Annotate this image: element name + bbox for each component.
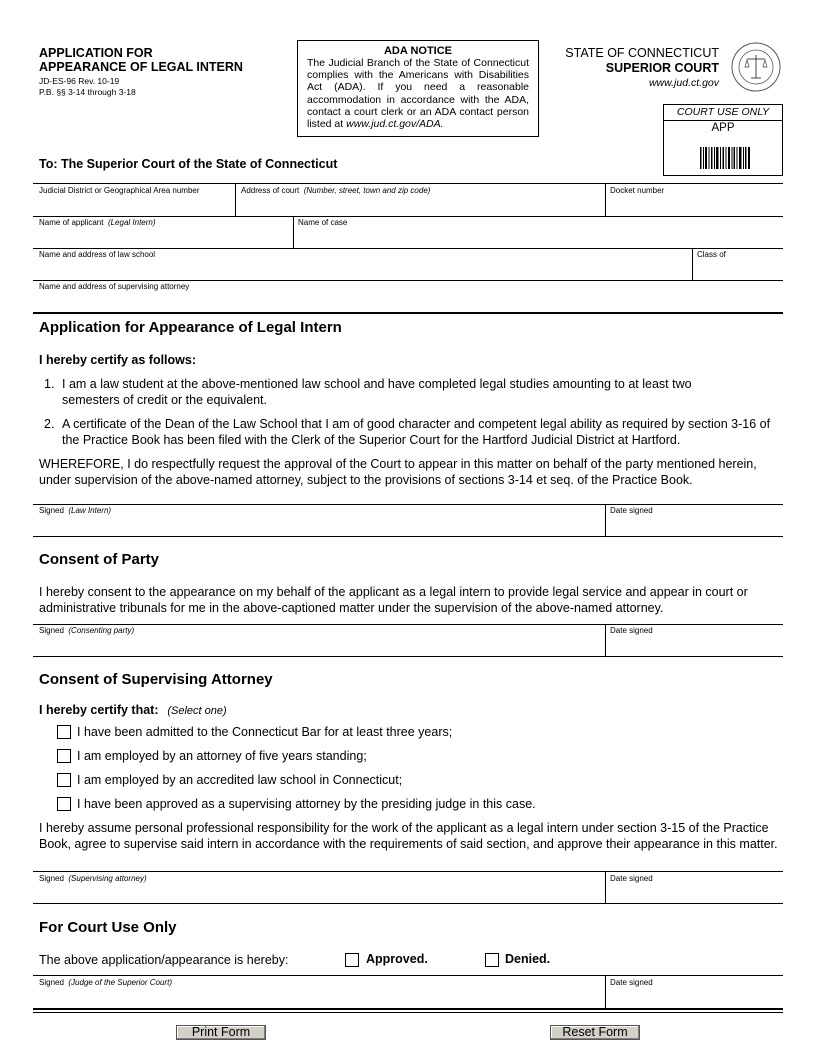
court-use-code: APP [711,122,735,134]
signed-hint: (Judge of the Superior Court) [68,978,172,987]
supervising-attorney-field[interactable]: Name and address of supervising attorney [39,282,190,291]
attorney-signature-field[interactable] [39,874,147,884]
court-header [565,46,719,91]
print-form-button[interactable]: Print Form [176,1025,266,1040]
practice-book-ref: P.B. §§ 3-14 through 3-18 [39,87,136,97]
signed-hint: (Consenting party) [68,626,135,635]
option-checkbox-judge-approved[interactable] [57,797,71,811]
divider [33,871,783,872]
party-date-field[interactable]: Date signed [610,626,653,635]
attorney-responsibility-text: I hereby assume personal professional responsibility for the work of the applicant as a legal intern under section 3-15 of the Practice Book, agree to supervise said intern in accordance with the requirements of said section, and approve their appearance in this matter. [39,821,778,851]
form-title-line1: APPLICATION FOR [39,46,153,60]
court-address-field[interactable] [241,186,430,196]
divider [33,656,783,657]
court-name: SUPERIOR COURT [605,61,719,75]
application-heading: Application for Appearance of Legal Intern [39,319,342,336]
ada-body: The Judicial Branch of the State of Connecticut complies with the Americans with Disabilities Act (ADA). If you need a reasonable accommodation in accordance with the ADA, contact a court clerk or an ADA contact person listed at [307,57,529,131]
attorney-date-field[interactable]: Date signed [610,874,653,883]
attorney-certify-line [39,701,227,719]
section-divider [33,312,783,314]
form-number: JD-ES-96 Rev. 10-19 [39,76,120,86]
consent-attorney-heading: Consent of Supervising Attorney [39,671,273,688]
state-seal-icon [731,42,781,92]
court-website: www.jud.ct.gov [648,77,719,89]
divider [235,183,236,216]
party-signature-field[interactable] [39,626,134,636]
option-label: I am employed by an accredited law school in Connecticut; [77,773,403,787]
docket-number-field[interactable]: Docket number [610,186,665,195]
form-title [39,46,243,74]
ada-text [307,57,529,130]
option-checkbox-bar-admission[interactable] [57,725,71,739]
section-divider [33,1008,783,1010]
court-only-heading: For Court Use Only [39,919,177,936]
divider [33,624,783,625]
divider [33,248,783,249]
option-checkbox-law-school[interactable] [57,773,71,787]
applicant-name-field[interactable] [39,218,156,228]
addressee-line: To: The Superior Court of the State of Connecticut [39,157,338,171]
applicant-label: Name of applicant [39,218,104,227]
signed-hint: (Supervising attorney) [68,874,147,883]
option-label: I have been admitted to the Connecticut Bar for at least three years; [77,725,453,739]
court-address-label: Address of court [241,186,300,195]
divider [33,183,783,184]
denied-checkbox[interactable] [485,953,499,967]
law-school-field[interactable]: Name and address of law school [39,250,156,259]
intern-date-field[interactable]: Date signed [610,506,653,515]
divider [692,248,693,280]
ada-notice [297,40,539,137]
divider [605,504,606,536]
consent-party-text: I hereby consent to the appearance on my behalf of the applicant as a legal intern to provide legal service and appear in court or administrative tribunals for me in the above-captioned matter under the supervision of the above-named attorney. [39,585,748,615]
applicant-hint: (Legal Intern) [107,218,156,227]
denied-label: Denied. [505,952,551,966]
consent-party-heading: Consent of Party [39,551,160,568]
divider [33,975,783,976]
divider [33,216,783,217]
divider [33,504,783,505]
court-decision-text: The above application/appearance is hereby: [39,953,289,967]
certify-label: I hereby certify as follows: [39,353,196,367]
signed-label: Signed [39,626,64,635]
divider [605,624,606,656]
option-label: I am employed by an attorney of five years standing; [77,749,367,763]
state-name: STATE OF CONNECTICUT [565,46,719,60]
approved-checkbox[interactable] [345,953,359,967]
divider [293,216,294,248]
item1-text: I am a law student at the above-mentioned law school and have completed legal studies amounting to at least two semesters of credit or the equivalent. [62,377,692,407]
ada-link[interactable]: www.jud.ct.gov/ADA. [346,118,444,131]
option-checkbox-attorney-five-years[interactable] [57,749,71,763]
divider [605,975,606,1008]
court-use-only-label: COURT USE ONLY [664,105,782,121]
form-number-block [39,76,136,98]
divider [33,536,783,537]
wherefore-text: WHEREFORE, I do respectfully request the approval of the Court to appear in this matter on behalf of the party mentioned herein, under supervision of the above-named attorney, subject to the provisions of sections 3-14 et seq. of the Practice Book. [39,457,757,487]
class-of-field[interactable]: Class of [697,250,726,259]
case-name-field[interactable]: Name of case [298,218,348,227]
judge-signature-field[interactable] [39,978,172,988]
signed-label: Signed [39,506,64,515]
judge-date-field[interactable]: Date signed [610,978,653,987]
divider [33,1012,783,1013]
item1-number: 1. [44,377,55,391]
divider [605,871,606,903]
intern-signature-field[interactable] [39,506,111,516]
form-title-line2: APPEARANCE OF LEGAL INTERN [39,60,243,74]
divider [605,183,606,216]
item2-number: 2. [44,417,55,431]
barcode-icon [700,147,750,169]
judicial-district-field[interactable]: Judicial District or Geographical Area number [39,186,200,195]
attorney-certify-hint: (Select one) [167,705,227,717]
signed-label: Signed [39,874,64,883]
court-address-hint: (Number, street, town and zip code) [303,186,431,195]
divider [33,903,783,904]
signed-label: Signed [39,978,64,987]
approved-label: Approved. [366,952,428,966]
item2-text: A certificate of the Dean of the Law School that I am of good character and competent legal ability as required by section 3-16 of the Practice Book has been filed with the Clerk of the Superior Court for the Hartford Judicial District at Hartford. [62,417,771,447]
reset-form-button[interactable]: Reset Form [550,1025,640,1040]
court-use-only-box [663,104,783,176]
attorney-certify-label: I hereby certify that: [39,703,159,717]
divider [33,280,783,281]
signed-hint: (Law Intern) [68,506,112,515]
option-label: I have been approved as a supervising attorney by the presiding judge in this case. [77,797,536,811]
ada-heading: ADA NOTICE [383,45,453,57]
